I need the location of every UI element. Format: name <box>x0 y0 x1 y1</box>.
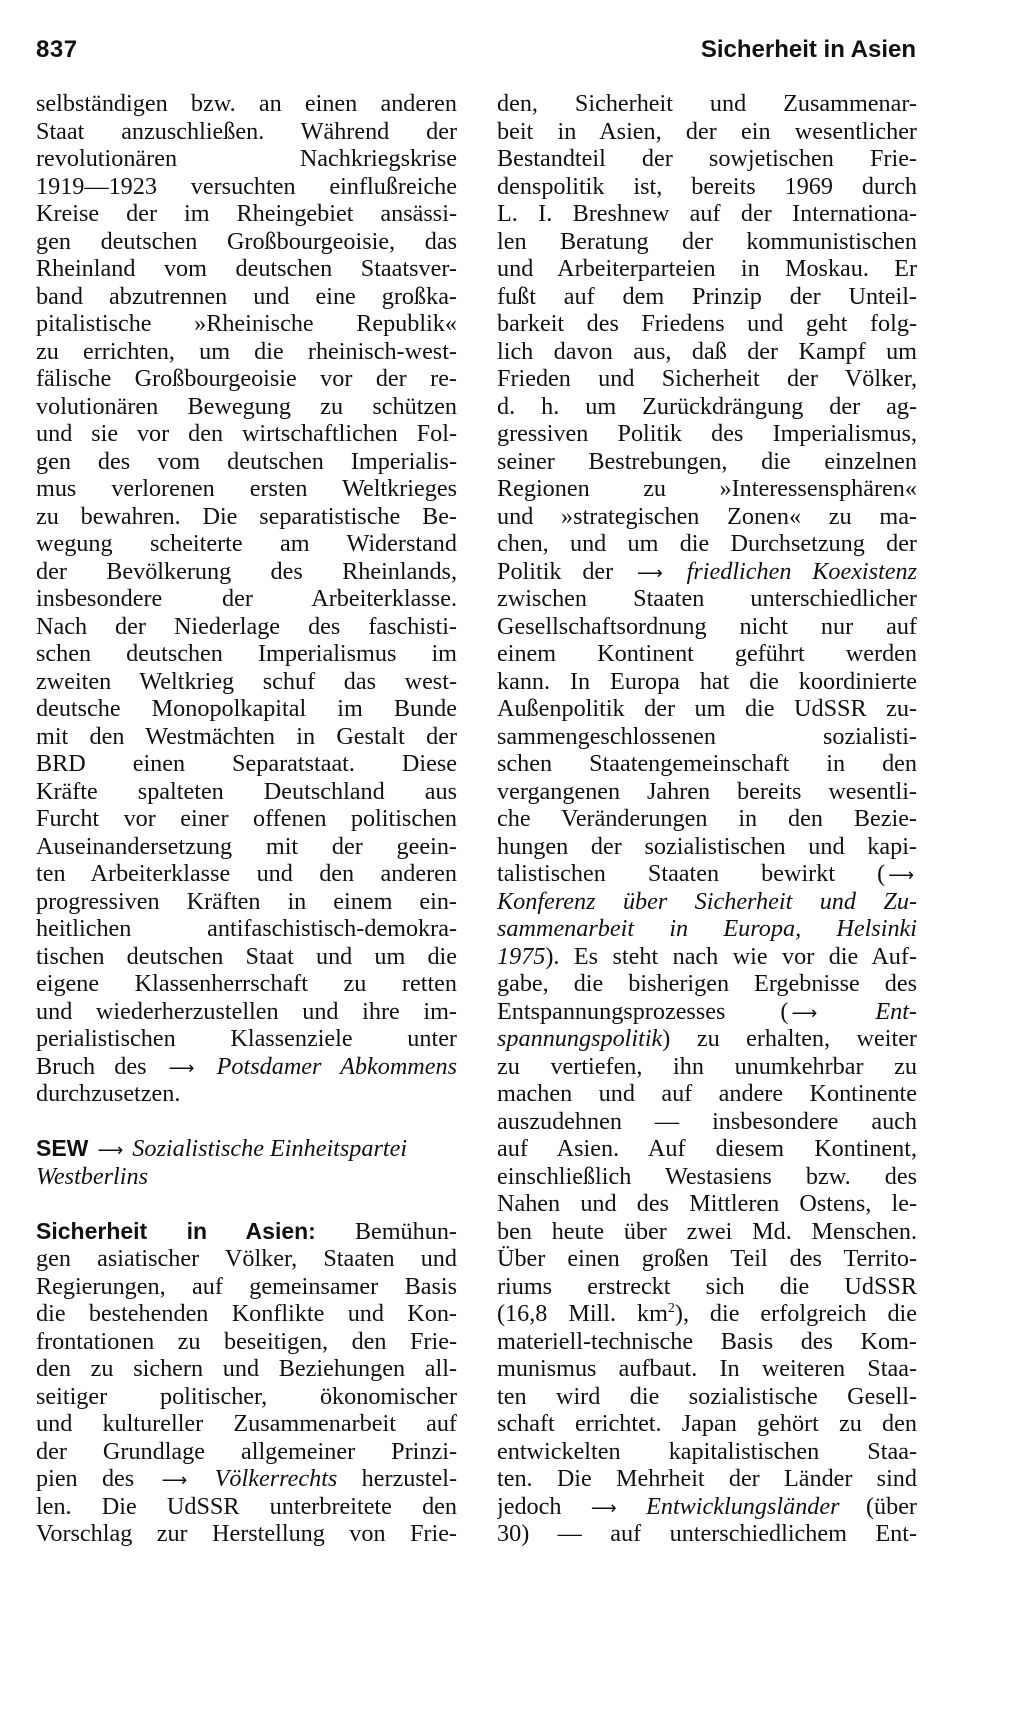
cross-reference-sew[interactable]: Sozialistische Einheitspartei <box>132 1135 408 1162</box>
text-line: seitiger politischer, ökonomischer <box>36 1382 457 1410</box>
text-line: Außenpolitik der um die UdSSR zu- <box>497 695 917 722</box>
cross-reference-entwicklungslaender[interactable]: Entwicklungsländer <box>646 1492 840 1520</box>
text-line: durchzusetzen. <box>36 1080 181 1107</box>
text-line: Kreise der im Rheingebiet ansässi- <box>36 200 457 227</box>
text-line: insbesondere der Arbeiterklasse. <box>36 585 457 612</box>
text-line: zu bewahren. Die separatistische Be- <box>36 502 457 530</box>
text-line: tischen deutschen Staat und um die <box>36 942 457 970</box>
text-line: beit in Asien, der ein wesentlicher <box>497 117 917 145</box>
cross-reference-arrow-icon: ⟶ <box>97 1140 124 1161</box>
text-line: und Arbeiterparteien in Moskau. Er <box>497 255 917 282</box>
text-line: und kultureller Zusammenarbeit auf <box>36 1410 457 1437</box>
text-line: fußt auf dem Prinzip der Unteil- <box>497 282 917 310</box>
text-line: barkeit des Friedens und geht folg- <box>497 310 917 337</box>
text-line: perialistischen Klassenziele unter <box>36 1025 457 1052</box>
text-line: Auseinandersetzung mit der geein- <box>36 832 457 860</box>
text-line: ben heute über zwei Md. Menschen. <box>497 1217 917 1245</box>
text-line: L. I. Breshnew auf der Internationa- <box>497 200 917 227</box>
text-line: Staat anzuschließen. Während der <box>36 117 457 145</box>
text-line: progressiven Kräften in einem ein- <box>36 887 457 915</box>
text-line: 1919—1923 versuchten einflußreiche <box>36 172 457 200</box>
text-line: Nach der Niederlage des faschisti- <box>36 612 457 640</box>
text-line: einem Kontinent geführt werden <box>497 640 917 667</box>
text-line: eigene Klassenherrschaft zu retten <box>36 970 457 997</box>
text-line: spannungspolitik) zu erhalten, weiter <box>497 1025 917 1052</box>
text-line: Vorschlag zur Herstellung von Frie- <box>36 1520 457 1547</box>
cross-reference-ksze-year[interactable]: 1975 <box>497 942 546 970</box>
text-line: (16,8 Mill. $km^2$), die erfolgreich die <box>497 1300 917 1327</box>
text-line: revolutionären Nachkriegskrise <box>36 145 457 172</box>
cross-reference-arrow-icon: ⟶ <box>161 1470 188 1491</box>
text-line: lich davon aus, daß der Kampf um <box>497 337 917 365</box>
text-line: auf Asien. Auf diesem Kontinent, <box>497 1135 917 1162</box>
text-line: zweiten Weltkrieg schuf das west- <box>36 667 457 695</box>
text-block-kommunismus <box>497 1328 917 1493</box>
text-block-asien <box>497 1053 917 1301</box>
text-line: Über einen großen Teil des Territo- <box>497 1245 917 1272</box>
cross-reference-entspannung[interactable]: Ent- <box>875 997 917 1025</box>
text-line: gabe, die bisherigen Ergebnisse des <box>497 970 917 997</box>
text-line: Bruch des ⟶ Potsdamer Abkommens <box>36 1052 457 1080</box>
text-line: zu errichten, um die rheinisch-west- <box>36 337 457 365</box>
text-line: Politik der ⟶ friedlichen Koexistenz <box>497 557 917 585</box>
entry-term-sicherheit: Sicherheit in Asien: <box>36 1217 316 1244</box>
entry-term-sew: SEW <box>36 1135 89 1161</box>
text-line: gen deutschen Großbourgeoisie, das <box>36 227 457 255</box>
text-line: volutionären Bewegung zu schützen <box>36 392 457 420</box>
text-line: den, Sicherheit und Zusammenar- <box>497 90 917 117</box>
text-line: denspolitik ist, bereits 1969 durch <box>497 172 917 200</box>
text-line: schen Staatengemeinschaft in den <box>497 750 917 777</box>
text-line: heitlichen antifaschistisch-demokra- <box>36 915 457 942</box>
text-line: 1975). Es steht nach wie vor die Auf- <box>497 942 917 970</box>
text-line: Rheinland vom deutschen Staatsver- <box>36 255 457 282</box>
cross-reference-arrow-icon: ⟶ <box>168 1057 195 1079</box>
cross-reference-ksze-cont[interactable]: sammenarbeit in Europa, Helsinki <box>497 915 917 942</box>
text-block-continued <box>497 90 917 558</box>
running-title: Sicherheit in Asien <box>700 36 916 63</box>
text-line: frontationen zu beseitigen, den Frie- <box>36 1327 457 1355</box>
text-line: len. Die UdSSR unterbreitete den <box>36 1492 457 1520</box>
text-line: Bestandteil der sowjetischen Frie- <box>497 145 917 172</box>
text-line: che Veränderungen in den Bezie- <box>497 805 917 832</box>
cross-reference-entspannung-cont[interactable]: spannungspolitik <box>497 1025 663 1052</box>
text-line: auszudehnen — insbesondere auch <box>497 1107 917 1135</box>
text-block-europa <box>497 585 917 860</box>
text-line: Kräfte spalteten Deutschland aus <box>36 777 457 805</box>
text-line: gen asiatischer Völker, Staaten und <box>36 1245 457 1272</box>
text-line: band abzutrennen und eine großka- <box>36 282 457 310</box>
text-line: Furcht vor einer offenen politischen <box>36 805 457 832</box>
text-line: fälische Großbourgeoisie vor der re- <box>36 365 457 392</box>
text-block-udssr <box>36 1493 457 1548</box>
text-line: chen, und um die Durchsetzung der <box>497 530 917 557</box>
cross-reference-ksze[interactable]: Konferenz über Sicherheit und Zu- <box>497 887 917 915</box>
text-line: deutsche Monopolkapital im Bunde <box>36 695 457 722</box>
text-line: gressiven Politik des Imperialismus, <box>497 420 917 447</box>
text-line: machen und auf andere Kontinente <box>497 1080 917 1107</box>
cross-reference-arrow-icon: ⟶ <box>888 865 914 886</box>
cross-reference-koexistenz[interactable]: friedlichen Koexistenz <box>686 557 917 585</box>
entry-heading-line: Sicherheit in Asien: Bemühun- <box>36 1217 457 1245</box>
text-line: 30) — auf unterschiedlichem Ent- <box>497 1520 917 1547</box>
text-line: und wiederherzustellen und ihre im- <box>36 997 457 1025</box>
entry-sew <box>36 1135 457 1163</box>
cross-reference-potsdam[interactable]: Potsdamer Abkommens <box>216 1052 457 1080</box>
text-line: zwischen Staaten unterschiedlicher <box>497 585 917 612</box>
text-line: zu vertiefen, ihn unumkehrbar zu <box>497 1052 917 1080</box>
text-block-aufgabe <box>497 970 917 998</box>
text-line: pien des ⟶ Völkerrechts herzustel- <box>36 1465 457 1492</box>
text-line: kann. In Europa hat die koordinierte <box>497 667 917 695</box>
text-line: mus verlorenen ersten Weltkrieges <box>36 475 457 502</box>
text-line: materiell-technische Basis des Kom- <box>497 1327 917 1355</box>
left-column <box>36 90 457 1548</box>
text-line: d. h. um Zurückdrängung der ag- <box>497 392 917 420</box>
cross-reference-arrow-icon: ⟶ <box>791 1002 818 1024</box>
text-line: Gesellschaftsordnung nicht nur auf <box>497 612 917 640</box>
cross-reference-arrow-icon: ⟶ <box>590 1497 617 1519</box>
text-line: sammengeschlossenen sozialisti- <box>497 722 917 750</box>
text-line: ten wird die sozialistische Gesell- <box>497 1382 917 1410</box>
page-number: 837 <box>36 36 78 63</box>
text-line: Entspannungsprozesses ( ⟶ Ent- <box>497 997 917 1025</box>
text-line: schen deutschen Imperialismus im <box>36 640 457 667</box>
text-line: jedoch ⟶ Entwicklungsländer (über <box>497 1492 917 1520</box>
text-line: BRD einen Separatstaat. Diese <box>36 750 457 777</box>
text-line: den zu sichern und Beziehungen all- <box>36 1355 457 1382</box>
text-block-sicherheit <box>36 1245 457 1465</box>
cross-reference-voelkerrecht[interactable]: Völkerrechts <box>214 1465 338 1492</box>
text-line: der Grundlage allgemeiner Prinzi- <box>36 1437 457 1465</box>
text-line: mit den Westmächten in Gestalt der <box>36 722 457 750</box>
text-line: und »strategischen Zonen« zu ma- <box>497 502 917 530</box>
text-line: ten Arbeiterklasse und den anderen <box>36 860 457 887</box>
text-line: entwickelten kapitalistischen Staa- <box>497 1437 917 1465</box>
text-line: Regionen zu »Interessensphären« <box>497 475 917 502</box>
text-line: einschließlich Westasiens bzw. des <box>497 1162 917 1190</box>
text-line: gen des vom deutschen Imperialis- <box>36 447 457 475</box>
text-line: len Beratung der kommunistischen <box>497 227 917 255</box>
text-line: die bestehenden Konflikte und Kon- <box>36 1300 457 1327</box>
text-line: und sie vor den wirtschaftlichen Fol- <box>36 420 457 447</box>
text-line: Frieden und Sicherheit der Völker, <box>497 365 917 392</box>
text-line: Regierungen, auf gemeinsamer Basis <box>36 1272 457 1300</box>
text-line: selbständigen bzw. an einen anderen <box>36 90 457 117</box>
text-line: der Bevölkerung des Rheinlands, <box>36 557 457 585</box>
text-line: riums erstreckt sich die UdSSR <box>497 1272 917 1300</box>
text-line: wegung scheiterte am Widerstand <box>36 530 457 557</box>
right-column <box>497 90 917 1548</box>
text-line: vergangenen Jahren bereits wesentli- <box>497 777 917 805</box>
cross-reference-arrow-icon: ⟶ <box>637 562 663 584</box>
cross-reference-sew-cont[interactable]: Westberlins <box>36 1162 148 1190</box>
text-line: Nahen und des Mittleren Ostens, le- <box>497 1190 917 1217</box>
text-line: pitalistische »Rheinische Republik« <box>36 310 457 337</box>
text-line: talistischen Staaten bewirkt ( ⟶ <box>497 860 917 888</box>
text-line: ten. Die Mehrheit der Länder sind <box>497 1465 917 1492</box>
text-line: hungen der sozialistischen und kapi- <box>497 832 917 860</box>
text-line: seiner Bestrebungen, die einzelnen <box>497 447 917 475</box>
text-line: schaft errichtet. Japan gehört zu den <box>497 1410 917 1437</box>
text-block-rheinland <box>36 90 457 1053</box>
text-line: munismus aufbaut. In weiteren Staa- <box>497 1355 917 1382</box>
